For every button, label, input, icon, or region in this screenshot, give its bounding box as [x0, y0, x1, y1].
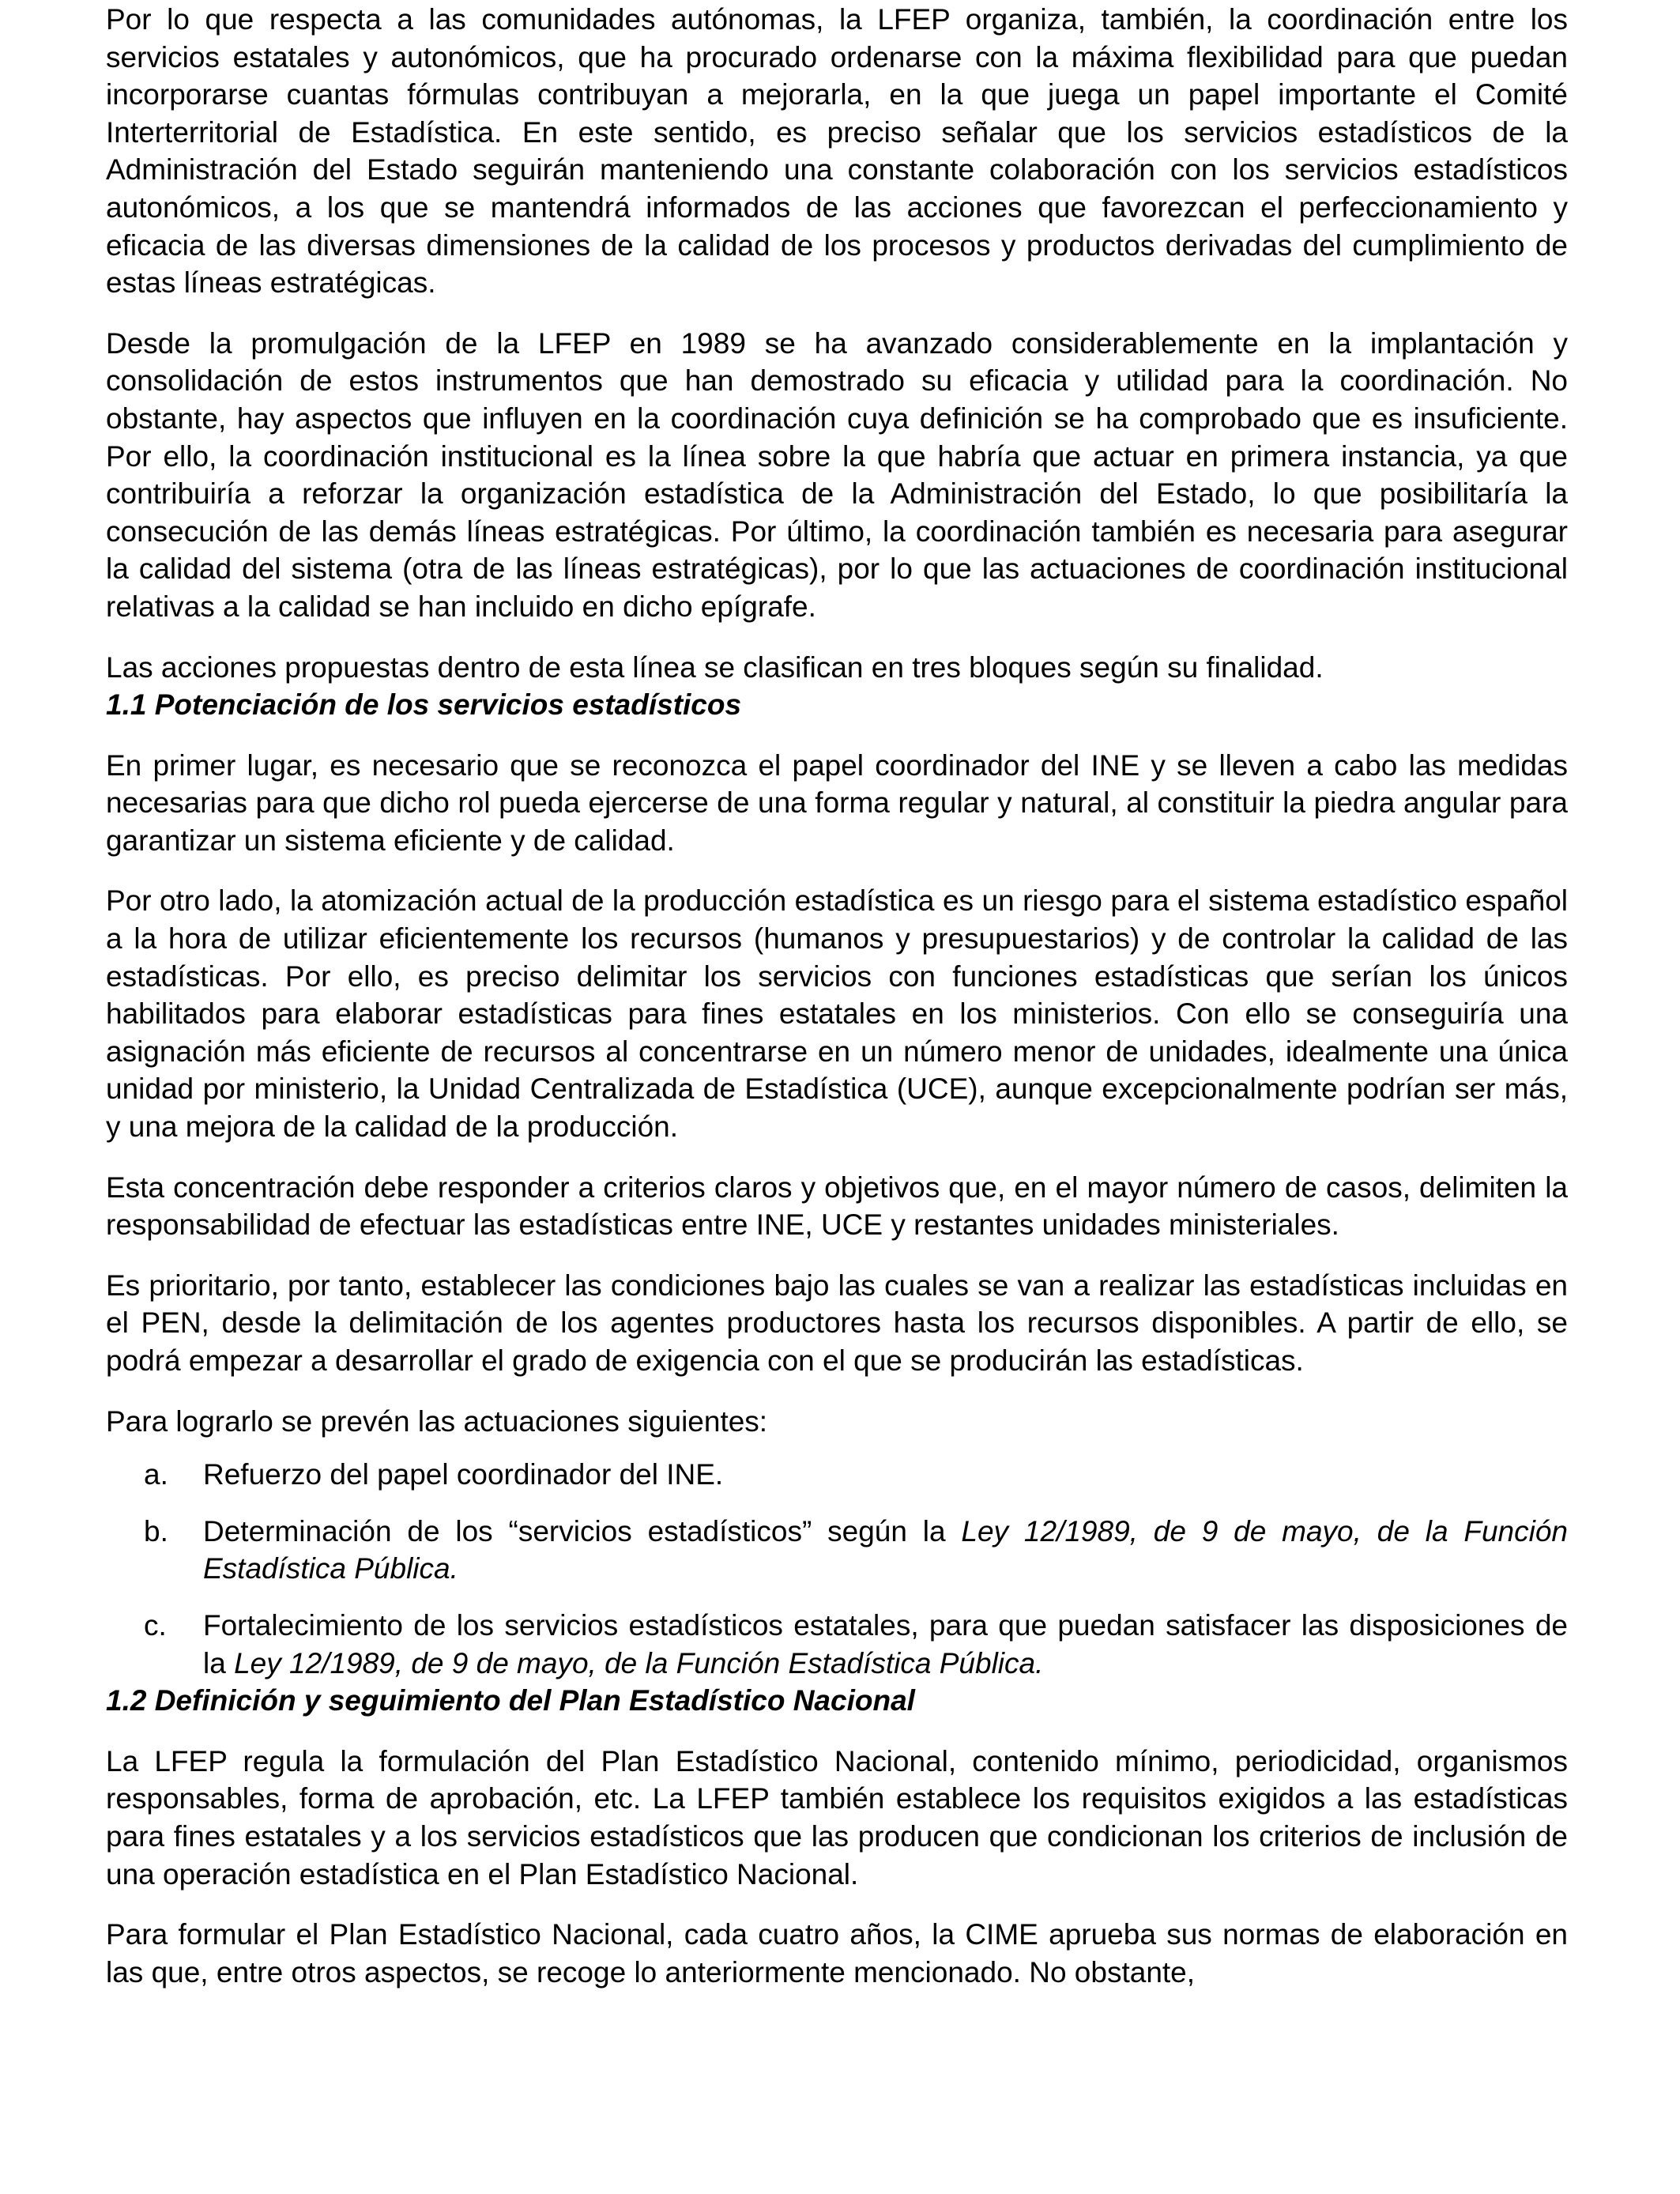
list-item	[106, 1513, 1568, 1588]
list-item-text-plain: Fortalecimiento de los servicios estadísticos estatales, para que puedan satisfacer las disposiciones de la	[203, 1608, 1568, 1679]
list-item-text-plain: Determinación de los “servicios estadísticos” según la	[203, 1514, 962, 1547]
list-item	[106, 1456, 1568, 1494]
list-marker: b.	[144, 1514, 168, 1547]
list-item-text	[203, 1456, 1568, 1494]
paragraph-1-1-5: Para lograrlo se prevén las actuaciones siguientes:	[106, 1404, 768, 1438]
law-citation-italic: Ley 12/1989, de 9 de mayo, de la Función Estadística Pública.	[234, 1646, 1044, 1679]
paragraph-intro-3: Las acciones propuestas dentro de esta línea se clasifican en tres bloques según su finalidad.	[106, 650, 1324, 684]
paragraph-intro-2: Desde la promulgación de la LFEP en 1989 se ha avanzado considerablemente en la implantación y consolidación de estos instrumentos que han demostrado su eficacia y utilidad para la coordinación. No obstante, hay aspectos que influyen en la coordinación cuya definición se ha comprobado que es insuficiente. Por ello, la coordinación institucional es la línea sobre la que habría que actuar en primera instancia, ya que contribuiría a reforzar la organización estadística de la Administración del Estado, lo que posibilitaría la consecución de las demás líneas estratégicas. Por último, la coordinación también es necesaria para asegurar la calidad del sistema (otra de las líneas estratégicas), por lo que las actuaciones de coordinación institucional relativas a la calidad se han incluido en dicho epígrafe.	[106, 326, 1568, 623]
paragraph-intro-1: Por lo que respecta a las comunidades autónomas, la LFEP organiza, también, la coordinación entre los servicios estatales y autonómicos, que ha procurado ordenarse con la máxima flexibilidad para que puedan incorporarse cuantas fórmulas contribuyan a mejorarla, en la que juega un papel importante el Comité Interterritorial de Estadística. En este sentido, es preciso señalar que los servicios estadísticos de la Administración del Estado seguirán manteniendo una constante colaboración con los servicios estadísticos autonómicos, a los que se mantendrá informados de las acciones que favorezcan el perfeccionamiento y eficacia de las diversas dimensiones de la calidad de los procesos y productos derivadas del cumplimiento de estas líneas estratégicas.	[106, 3, 1568, 300]
actions-list	[106, 1456, 1568, 1682]
list-item-text-plain: Refuerzo del papel coordinador del INE.	[203, 1458, 724, 1491]
law-citation-italic: Ley 12/1989, de 9 de mayo, de la Función Estadística Pública.	[203, 1514, 1569, 1585]
section-heading-1-1: 1.1 Potenciación de los servicios estadísticos	[106, 688, 742, 722]
list-marker: c.	[144, 1608, 167, 1642]
paragraph-1-1-1: En primer lugar, es necesario que se reconozca el papel coordinador del INE y se lleven a cabo las medidas necesarias para que dicho rol pueda ejercerse de una forma regular y natural, al constituir la piedra angular para garantizar un sistema eficiente y de calidad.	[106, 748, 1568, 857]
document-page	[106, 0, 1568, 1991]
list-marker: a.	[144, 1458, 168, 1491]
list-item-text	[203, 1607, 1568, 1682]
paragraph-1-2-1: La LFEP regula la formulación del Plan Estadístico Nacional, contenido mínimo, periodicidad, organismos responsables, forma de aprobación, etc. La LFEP también establece los requisitos exigidos a las estadísticas para fines estatales y a los servicios estadísticos que las producen que condicionan los criterios de inclusión de una operación estadística en el Plan Estadístico Nacional.	[106, 1744, 1568, 1891]
section-heading-1-2: 1.2 Definición y seguimiento del Plan Estadístico Nacional	[106, 1684, 915, 1717]
paragraph-1-2-2: Para formular el Plan Estadístico Nacional, cada cuatro años, la CIME aprueba sus normas de elaboración en las que, entre otros aspectos, se recoge lo anteriormente mencionado. No obstante,	[106, 1918, 1568, 1989]
paragraph-1-1-3: Esta concentración debe responder a criterios claros y objetivos que, en el mayor número de casos, delimiten la responsabilidad de efectuar las estadísticas entre INE, UCE y restantes unidades ministeriales.	[106, 1171, 1568, 1242]
paragraph-1-1-4: Es prioritario, por tanto, establecer las condiciones bajo las cuales se van a realizar las estadísticas incluidas en el PEN, desde la delimitación de los agentes productores hasta los recursos disponibles. A partir de ello, se podrá empezar a desarrollar el grado de exigencia con el que se producirán las estadísticas.	[106, 1269, 1568, 1377]
list-item-text	[203, 1513, 1568, 1588]
paragraph-1-1-2: Por otro lado, la atomización actual de la producción estadística es un riesgo para el sistema estadístico español a la hora de utilizar eficientemente los recursos (humanos y presupuestarios) y de controlar la calidad de las estadísticas. Por ello, es preciso delimitar los servicios con funciones estadísticas que serían los únicos habilitados para elaborar estadísticas para fines estatales en los ministerios. Con ello se conseguiría una asignación más eficiente de recursos al concentrarse en un número menor de unidades, idealmente una única unidad por ministerio, la Unidad Centralizada de Estadística (UCE), aunque excepcionalmente podrían ser más, y una mejora de la calidad de la producción.	[106, 884, 1568, 1144]
list-item	[106, 1607, 1568, 1682]
